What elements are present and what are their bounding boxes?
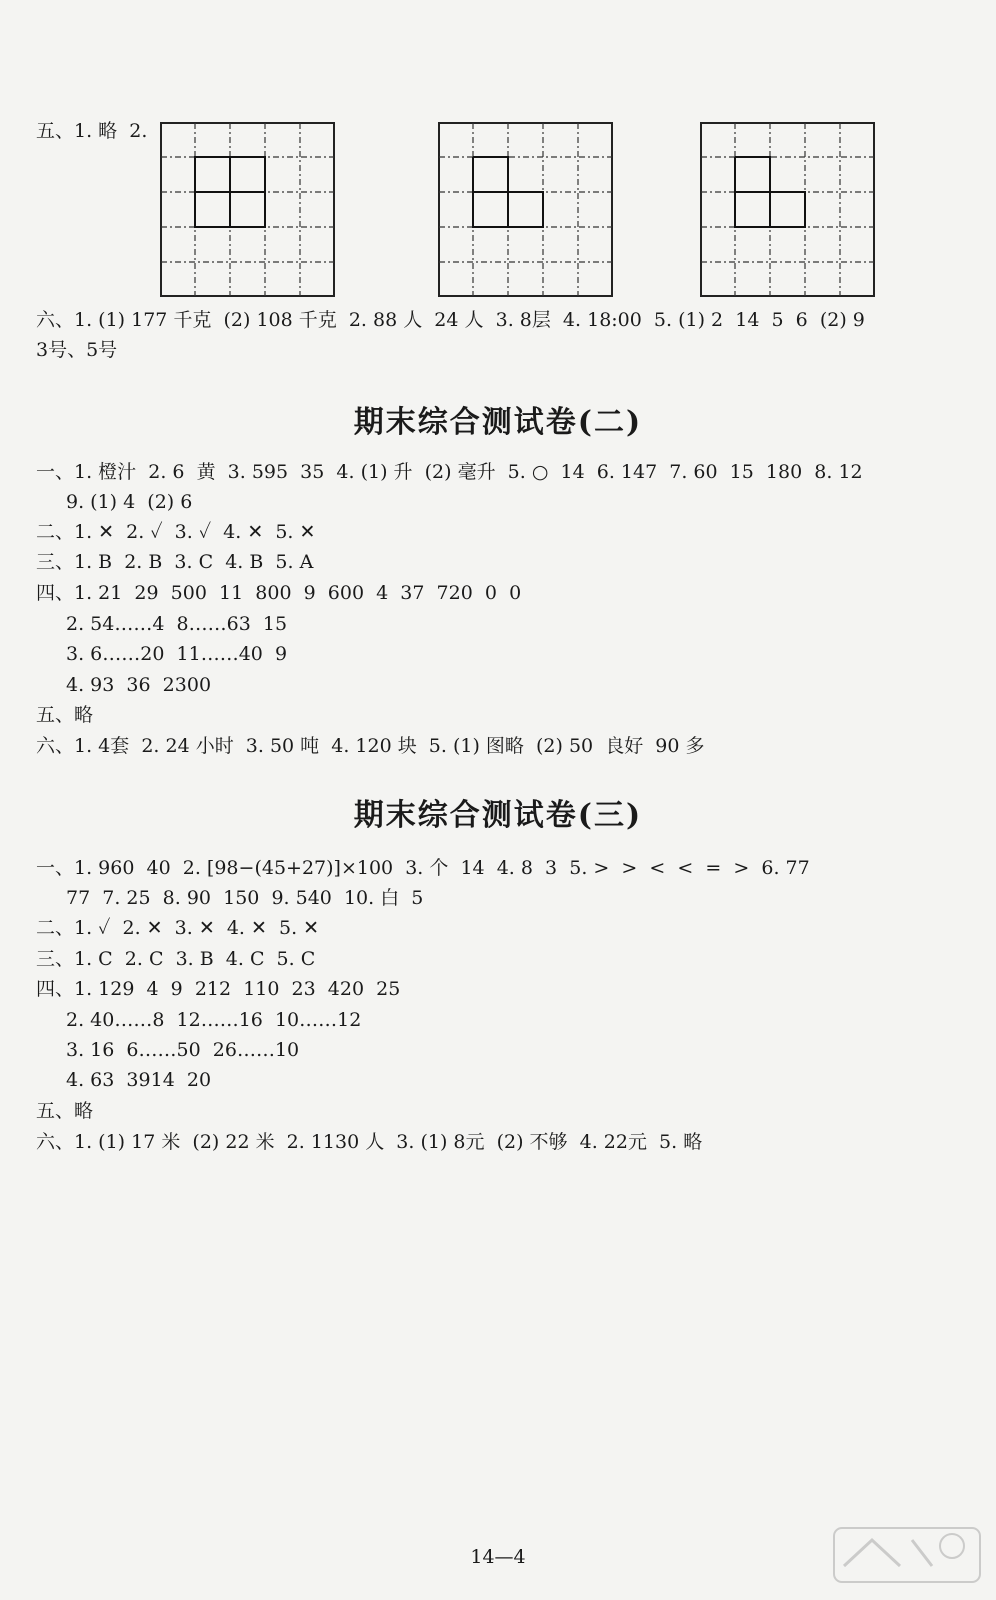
answer-line: 77 7. 25 8. 90 150 9. 540 10. 白 5 [66, 887, 424, 909]
watermark-logo [832, 1526, 982, 1584]
answer-line: 二、1. ✕ 2. ✓ 3. ✓ 4. ✕ 5. ✕ [36, 521, 316, 543]
answer-line: 3. 6……20 11……40 9 [66, 643, 288, 665]
answer-line: 四、1. 21 29 500 11 800 9 600 4 37 720 0 0 [36, 582, 522, 604]
answer-line: 4. 93 36 2300 [66, 674, 212, 696]
answer-line: 三、1. B 2. B 3. C 4. B 5. A [36, 551, 314, 573]
grid-figure-2 [438, 122, 613, 297]
answer-line: 六、1. 4套 2. 24 小时 3. 50 吨 4. 120 块 5. (1) 图略 (2) 50 良好 90 多 [36, 735, 705, 757]
section-title: 期末综合测试卷(二) [353, 405, 643, 440]
answer-line: 二、1. ✓ 2. ✕ 3. ✕ 4. ✕ 5. ✕ [36, 917, 320, 939]
section-five-label: 五、1. 略 2. [36, 120, 148, 142]
answer-line: 五、略 [36, 1100, 94, 1122]
answer-line: 3. 16 6……50 26……10 [66, 1039, 300, 1061]
answer-line: 一、1. 橙汁 2. 6 黄 3. 595 35 4. (1) 升 (2) 毫升 5. ○ 14 6. 147 7. 60 15 180 8. 12 [36, 461, 863, 483]
answer-line: 四、1. 129 4 9 212 110 23 420 25 [36, 978, 401, 1000]
answer-line: 4. 63 3914 20 [66, 1069, 212, 1091]
answer-line: 2. 40……8 12……16 10……12 [66, 1009, 362, 1031]
answer-line: 一、1. 960 40 2. [98−(45+27)]×100 3. 个 14 4. 8 3 5. > > < < = > 6. 77 [36, 857, 810, 879]
answer-line: 3号、5号 [36, 339, 118, 361]
grid-figure-1 [160, 122, 335, 297]
answer-line: 三、1. C 2. C 3. B 4. C 5. C [36, 948, 316, 970]
answer-line: 2. 54……4 8……63 15 [66, 613, 288, 635]
page-number: 14—4 [470, 1546, 526, 1568]
answer-line: 9. (1) 4 (2) 6 [66, 491, 193, 513]
answer-line: 五、略 [36, 704, 94, 726]
section-title: 期末综合测试卷(三) [353, 798, 643, 833]
answer-line: 六、1. (1) 17 米 (2) 22 米 2. 1130 人 3. (1) 8元 (2) 不够 4. 22元 5. 略 [36, 1131, 703, 1153]
answer-line: 六、1. (1) 177 千克 (2) 108 千克 2. 88 人 24 人 3. 8层 4. 18:00 5. (1) 2 14 5 6 (2) 9 [36, 309, 865, 331]
grid-figure-3 [700, 122, 875, 297]
